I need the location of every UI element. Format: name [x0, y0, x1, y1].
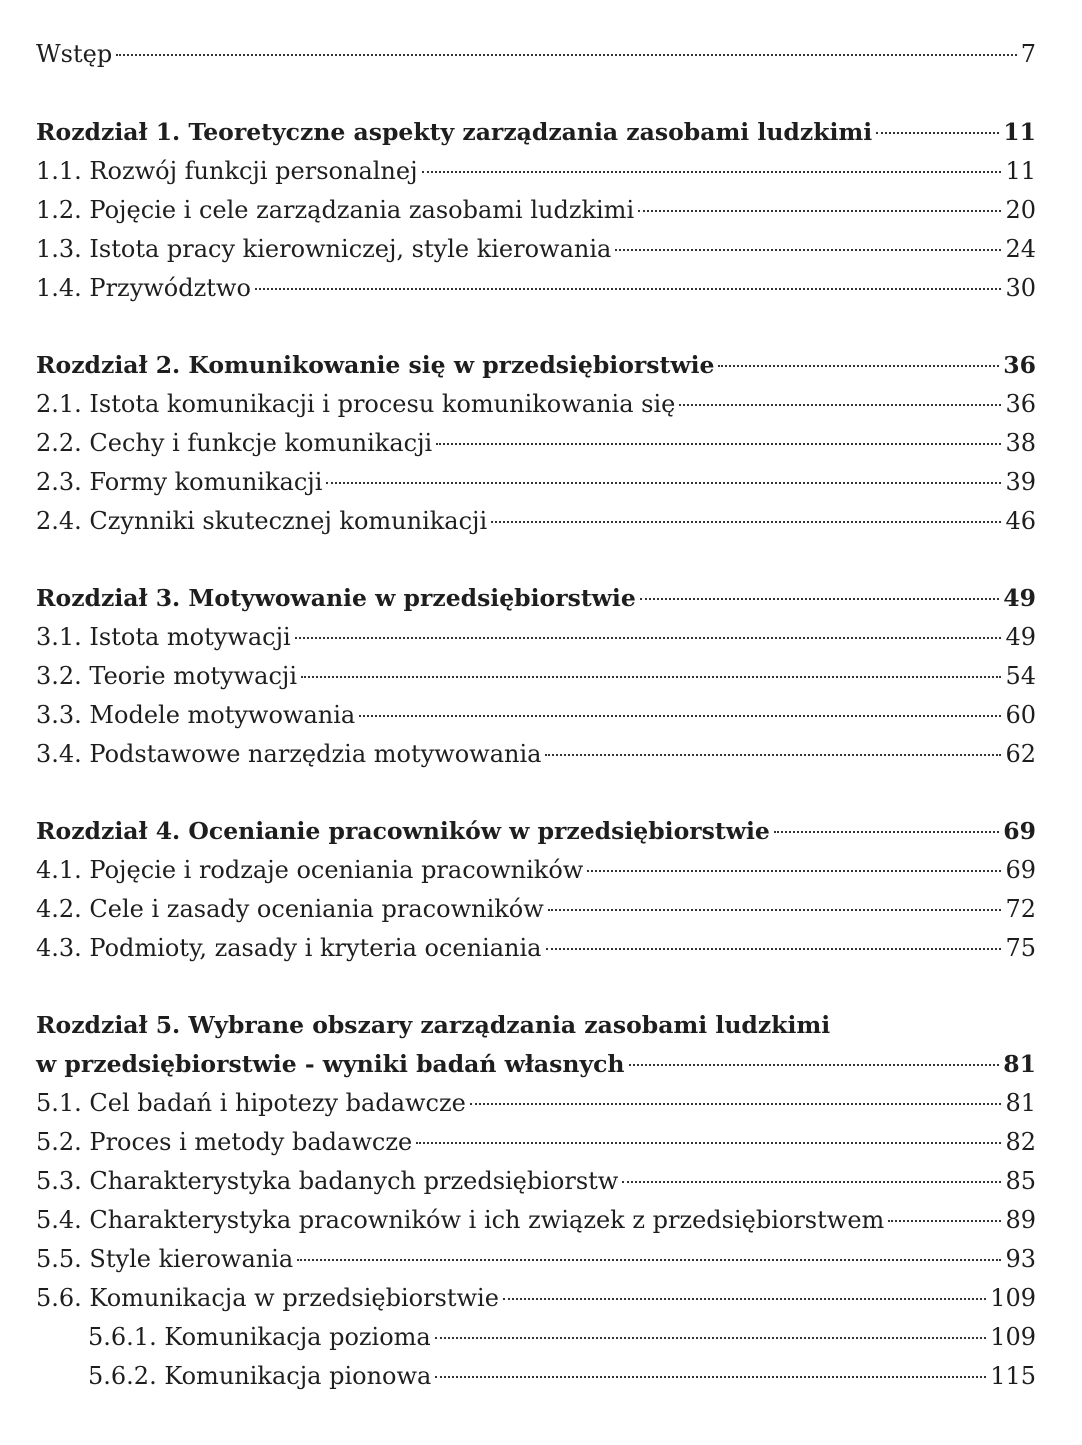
toc-chapter-3 — [36, 582, 1036, 614]
toc-entry — [36, 194, 1036, 226]
toc-entry-title: Rozdział 4. Ocenianie pracowników w przedsiębiorstwie — [36, 817, 770, 845]
toc-entry-title: 2.2. Cechy i funkcje komunikacji — [36, 429, 433, 457]
toc-entry-page: 69 — [1005, 856, 1036, 884]
dot-leader — [774, 831, 999, 833]
dot-leader — [470, 1103, 1002, 1105]
toc-entry-title: 1.2. Pojęcie i cele zarządzania zasobami ludzkimi — [36, 196, 635, 224]
toc-entry-title: 3.4. Podstawowe narzędzia motywowania — [36, 740, 542, 768]
toc-entry — [36, 893, 1036, 925]
toc-entry-title: 3.3. Modele motywowania — [36, 701, 356, 729]
toc-entry — [36, 660, 1036, 692]
toc-entry — [36, 932, 1036, 964]
toc-entry-page: 36 — [1005, 390, 1036, 418]
dot-leader — [587, 870, 1001, 872]
dot-leader — [679, 404, 1001, 406]
toc-entry-page: 54 — [1005, 662, 1036, 690]
toc-entry-title: Rozdział 1. Teoretyczne aspekty zarządzania zasobami ludzkimi — [36, 118, 873, 146]
toc-entry-title: 2.3. Formy komunikacji — [36, 468, 323, 496]
toc-entry-title: 3.2. Teorie motywacji — [36, 662, 298, 690]
toc-entry-page: 49 — [1005, 623, 1036, 651]
dot-leader — [546, 948, 1002, 950]
dot-leader — [503, 1298, 986, 1300]
toc-entry — [36, 738, 1036, 770]
toc-entry-title: w przedsiębiorstwie - wyniki badań własnych — [36, 1050, 625, 1078]
toc-entry-page: 36 — [1003, 351, 1036, 379]
toc-entry — [36, 388, 1036, 420]
dot-leader — [436, 443, 1001, 445]
toc-subentry — [88, 1321, 1036, 1353]
toc-entry — [36, 505, 1036, 537]
dot-leader — [301, 676, 1001, 678]
toc-entry — [36, 621, 1036, 653]
toc-entry-wstep — [36, 38, 1036, 70]
toc-entry-title: 5.4. Charakterystyka pracowników i ich związek z przedsiębiorstwem — [36, 1206, 885, 1234]
toc-entry-page: 72 — [1005, 895, 1036, 923]
toc-entry-page: 7 — [1020, 40, 1036, 68]
toc-entry-page: 85 — [1005, 1167, 1036, 1195]
toc-entry — [36, 466, 1036, 498]
toc-entry-page: 62 — [1005, 740, 1036, 768]
toc-entry — [36, 1126, 1036, 1158]
toc-entry-page: 69 — [1003, 817, 1036, 845]
toc-entry-page: 24 — [1005, 235, 1036, 263]
toc-entry — [36, 699, 1036, 731]
toc-entry-page: 46 — [1005, 507, 1036, 535]
toc-entry-title: 5.3. Charakterystyka badanych przedsiębiorstw — [36, 1167, 619, 1195]
toc-entry-title: 5.6.1. Komunikacja pozioma — [88, 1323, 431, 1351]
toc-entry-title: 1.4. Przywództwo — [36, 274, 251, 302]
toc-entry — [36, 1204, 1036, 1236]
toc-entry-title: Rozdział 3. Motywowanie w przedsiębiorstwie — [36, 584, 636, 612]
toc-chapter-4 — [36, 815, 1036, 847]
toc-entry-page: 109 — [990, 1323, 1036, 1351]
toc-entry-title: 1.1. Rozwój funkcji personalnej — [36, 157, 418, 185]
toc-entry-page: 115 — [990, 1362, 1036, 1390]
toc-entry-page: 11 — [1003, 118, 1036, 146]
toc-chapter-1 — [36, 116, 1036, 148]
toc-entry — [36, 272, 1036, 304]
dot-leader — [545, 754, 1001, 756]
toc-chapter-5-line-1 — [36, 1009, 1036, 1041]
dot-leader — [629, 1064, 1000, 1066]
dot-leader — [640, 598, 1000, 600]
toc-entry-title: 5.2. Proces i metody badawcze — [36, 1128, 413, 1156]
dot-leader — [622, 1181, 1001, 1183]
dot-leader — [326, 482, 1001, 484]
toc-entry-page: 89 — [1005, 1206, 1036, 1234]
dot-leader — [638, 210, 1001, 212]
toc-entry-page: 38 — [1005, 429, 1036, 457]
toc-entry — [36, 233, 1036, 265]
toc-entry-title: 4.1. Pojęcie i rodzaje oceniania pracowników — [36, 856, 584, 884]
toc-entry-page: 60 — [1005, 701, 1036, 729]
dot-leader — [116, 54, 1017, 56]
toc-entry-page: 81 — [1003, 1050, 1036, 1078]
toc-entry — [36, 155, 1036, 187]
toc-entry-title: 5.1. Cel badań i hipotezy badawcze — [36, 1089, 466, 1117]
toc-entry-page: 30 — [1005, 274, 1036, 302]
toc-entry-title: 2.1. Istota komunikacji i procesu komunikowania się — [36, 390, 676, 418]
dot-leader — [422, 171, 1002, 173]
toc-entry-page: 109 — [990, 1284, 1036, 1312]
dot-leader — [435, 1337, 986, 1339]
toc-entry-title: 1.3. Istota pracy kierowniczej, style kierowania — [36, 235, 612, 263]
dot-leader — [416, 1142, 1001, 1144]
dot-leader — [888, 1220, 1001, 1222]
toc-entry-title: 5.6. Komunikacja w przedsiębiorstwie — [36, 1284, 499, 1312]
toc-chapter-5-line-2 — [36, 1048, 1036, 1080]
toc-entry-page: 75 — [1005, 934, 1036, 962]
dot-leader — [255, 288, 1002, 290]
toc-entry — [36, 1087, 1036, 1119]
dot-leader — [491, 521, 1001, 523]
toc-entry-page: 39 — [1005, 468, 1036, 496]
toc-chapter-2 — [36, 349, 1036, 381]
toc-entry-title: 2.4. Czynniki skutecznej komunikacji — [36, 507, 488, 535]
toc-entry-title: Rozdział 5. Wybrane obszary zarządzania zasobami ludzkimi — [36, 1011, 831, 1039]
toc-entry-page: 81 — [1005, 1089, 1036, 1117]
toc-entry-title: Rozdział 2. Komunikowanie się w przedsiębiorstwie — [36, 351, 715, 379]
toc-entry-page: 11 — [1005, 157, 1036, 185]
toc-entry-title: 3.1. Istota motywacji — [36, 623, 291, 651]
toc-entry-title: 4.2. Cele i zasady oceniania pracowników — [36, 895, 544, 923]
toc-subentry — [88, 1360, 1036, 1392]
dot-leader — [297, 1259, 1001, 1261]
dot-leader — [876, 132, 999, 134]
toc-entry-page: 20 — [1005, 196, 1036, 224]
dot-leader — [718, 365, 999, 367]
dot-leader — [435, 1376, 986, 1378]
toc-entry — [36, 854, 1036, 886]
toc-entry — [36, 427, 1036, 459]
toc-entry-page: 82 — [1005, 1128, 1036, 1156]
toc-entry-page: 49 — [1003, 584, 1036, 612]
toc-entry-title: 4.3. Podmioty, zasady i kryteria oceniania — [36, 934, 542, 962]
toc-entry — [36, 1165, 1036, 1197]
dot-leader — [548, 909, 1002, 911]
dot-leader — [359, 715, 1001, 717]
toc-entry-page: 93 — [1005, 1245, 1036, 1273]
toc-entry — [36, 1243, 1036, 1275]
dot-leader — [615, 249, 1001, 251]
dot-leader — [295, 637, 1002, 639]
toc-entry — [36, 1282, 1036, 1314]
toc-entry-title: Wstęp — [36, 40, 113, 68]
toc-entry-title: 5.6.2. Komunikacja pionowa — [88, 1362, 432, 1390]
toc-entry-title: 5.5. Style kierowania — [36, 1245, 294, 1273]
